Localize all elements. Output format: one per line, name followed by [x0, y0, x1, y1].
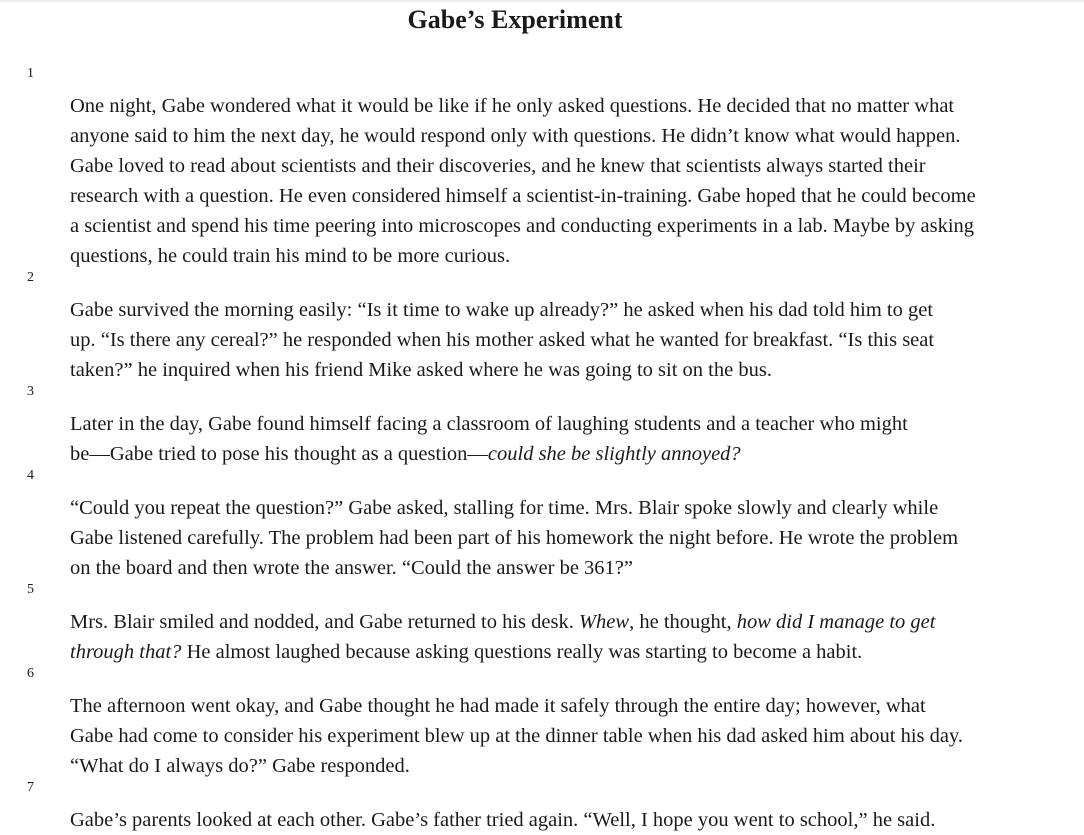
paragraph-text: [70, 379, 1060, 469]
text-segment: One night, Gabe wondered what it would be like if he only asked questions. He decided that no matter what anyone said to him the next day, he would respond only with questions. He didn’t know what would happen. Gabe loved to read about scientists and their discoveries, and he knew that scientists always started their research with a question. He even considered himself a scientist-in-training. Gabe hoped that he could become a scientist and spend his time peering into microscopes and conducting experiments in a lab. Maybe by asking questions, he could train his mind to be more curious.: [70, 95, 976, 267]
italic-text-segment: could she be slightly annoyed?: [487, 443, 741, 465]
paragraph-5: [0, 577, 1084, 667]
italic-text-segment: how did I manage to get through that?: [70, 611, 936, 663]
paragraph-text: [70, 61, 1060, 271]
paragraph-text: [70, 463, 1060, 583]
paragraph-text: [70, 265, 1060, 385]
paragraph-number: 5: [27, 582, 34, 597]
paragraph-text: [70, 775, 1060, 835]
paragraph-text: [70, 661, 1060, 781]
paragraph-4: [0, 463, 1084, 583]
text-segment: , he thought,: [629, 611, 737, 633]
paragraph-text: [70, 577, 1060, 667]
paragraph-number: 4: [27, 468, 34, 483]
text-segment: Gabe’s parents looked at each other. Gabe’s father tried again. “Well, I hope you went to school,” he said.: [70, 809, 936, 831]
paragraph-2: [0, 265, 1084, 385]
text-segment: He almost laughed because asking questions really was starting to become a habit.: [181, 641, 863, 663]
text-segment: Mrs. Blair smiled and nodded, and Gabe returned to his desk.: [70, 611, 579, 633]
text-segment: The afternoon went okay, and Gabe thought he had made it safely through the entire day; however, what Gabe had come to consider his experiment blew up at the dinner table when his dad asked him about his day. “What do I always do?” Gabe responded.: [70, 695, 964, 777]
paragraph-1: [0, 61, 1084, 271]
paragraph-6: [0, 661, 1084, 781]
italic-text-segment: Whew: [578, 611, 630, 633]
top-divider: [0, 0, 1084, 2]
paragraph-number: 6: [27, 666, 34, 681]
paragraph-7: [0, 775, 1084, 835]
paragraph-number: 1: [27, 66, 34, 81]
paragraph-number: 7: [27, 780, 34, 795]
page-title: Gabe’s Experiment: [407, 5, 623, 34]
text-segment: “Could you repeat the question?” Gabe asked, stalling for time. Mrs. Blair spoke slowly and clearly while Gabe listened carefully. The problem had been part of his homework the night before. He wrote the problem on the board and then wrote the answer. “Could the answer be 361?”: [70, 497, 959, 579]
text-segment: Gabe survived the morning easily: “Is it time to wake up already?” he asked when his dad told him to get up. “Is there any cereal?” he responded when his mother asked what he wanted for breakfast. “Is this seat taken?” he inquired when his friend Mike asked where he was going to sit on the bus.: [70, 299, 935, 381]
paragraph-number: 3: [27, 384, 34, 399]
paragraph-number: 2: [27, 270, 34, 285]
paragraph-3: [0, 379, 1084, 469]
text-segment: Later in the day, Gabe found himself facing a classroom of laughing students and a teacher who might be—Gabe tried to pose his thought as a question—: [70, 413, 908, 465]
